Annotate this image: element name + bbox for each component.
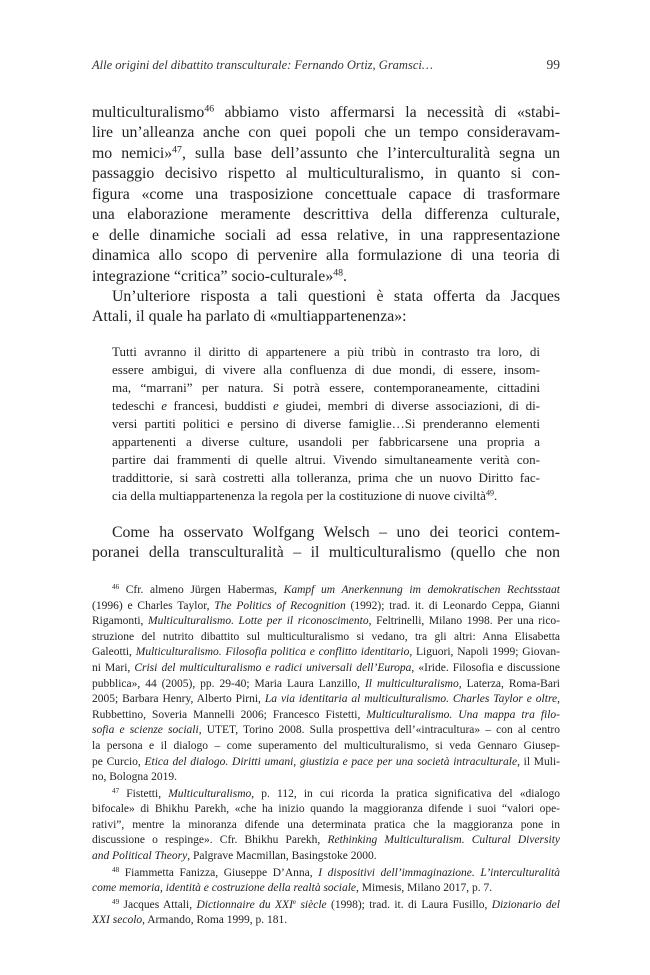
body-line: e delle dinamiche sociali ad essa relative, in una rappresentazione	[92, 227, 560, 244]
body-line: integrazione “critica” socio-culturale»$^{48}$.	[92, 267, 347, 285]
footnote-ref[interactable]: 48	[333, 267, 343, 279]
body-line: lire un’alleanza anche con quei popoli che un tempo consideravam-	[92, 124, 560, 141]
body-line: una elaborazione meramente descrittiva della differenza culturale,	[92, 206, 560, 223]
footnote-line: and Political Theory, Palgrave Macmillan, Basingstoke 2000.	[92, 850, 377, 862]
footnote-ref[interactable]: 46	[204, 103, 215, 115]
footnote-ref[interactable]: 49	[485, 488, 494, 498]
footnote-line: $^{49}$ Jacques Attali, Dictionnaire du XXIe siècle (1998); trad. it. di Laura Fusillo, Dizionario del	[112, 898, 560, 911]
quote-line: versi partiti politici e persino di diverse famiglie…Si prenderanno elementi	[112, 416, 540, 431]
body-line: poranei della transculturalità – il multiculturalismo (quello che non	[92, 544, 560, 561]
footnote-line: sofia e scienze sociali, UTET, Torino 2008. Sulla prospettiva dell’«intracultura» – con al centro	[92, 724, 561, 736]
body-line: Come ha osservato Wolfgang Welsch – uno dei teorici contem-	[112, 524, 560, 541]
page-number: 99	[546, 57, 560, 72]
footnote-line: rativi”, mentre la minoranza difende una determinata pratica che la maggioranza pone in	[92, 819, 560, 831]
quote-line: cia della multiappartenenza la regola per la costituzione di nuove civiltà$^{49}$.	[112, 488, 498, 503]
running-head: Alle origini del dibattito transculturale: Fernando Ortiz, Gramsci…	[92, 58, 433, 72]
footnote-line: Rubbettino, Soveria Mannelli 2006; Francesco Fistetti, Multiculturalismo. Una mappa tra filo-	[92, 709, 560, 721]
footnote-number: 46	[112, 583, 120, 592]
footnote-line: la persona e il dialogo – come superamento del multiculturalismo, si veda Gennaro Giusep-	[92, 740, 560, 752]
quote-line: tedeschi e francesi, buddisti e giudei, membri di diverse associazioni, di di-	[112, 398, 541, 413]
body-line: mo nemici»$^{47}$, sulla base dell’assunto che l’interculturalità segna un	[92, 144, 560, 162]
footnote-line: bifocale» di Bhikhu Parekh, «che ha inizio quando la maggioranza difende i suoi “valori ope-	[92, 803, 560, 815]
body-line: dinamica allo scopo di pervenire alla formulazione di una teoria di	[92, 247, 560, 264]
footnote-line: no, Bologna 2019.	[92, 771, 177, 783]
footnote-line: pubblica», 44 (2005), pp. 29-40; Maria Laura Lanzillo, Il multiculturalismo, Laterza, Roma-Bari	[92, 678, 560, 690]
footnote-number: 48	[112, 866, 120, 875]
footnote-line: come memoria, identità e costruzione della realtà sociale, Mimesis, Milano 2017, p. 7.	[92, 882, 493, 894]
footnote-line: 2005; Barbara Henry, Alberto Pirni, La via identitaria al multiculturalismo. Charles Taylor e oltre,	[92, 693, 560, 705]
body-line: Un’ulteriore risposta a tali questioni è stata offerta da Jacques	[112, 288, 560, 305]
footnote-line: $^{48}$ Fiammetta Fanizza, Giuseppe D’Anna, I dispositivi dell’immaginazione. L’interculturalità	[112, 866, 560, 879]
footnote-line: discussione o respinge». Cfr. Bhikhu Parekh, Rethinking Multiculturalism. Cultural Diversity	[92, 834, 560, 846]
body-line: figura «come una trasposizione concettuale capace di trasformare	[92, 186, 560, 203]
footnote-line: $^{47}$ Fistetti, Multiculturalismo, p. 112, in cui ricorda la pratica significativa del «dialogo	[112, 787, 560, 800]
footnote-line: ni Mari, Crisi del multiculturalismo e radici universali dell’Europa, «Iride. Filosofia e discussione	[92, 662, 560, 674]
footnote-line: pe Curcio, Etica del dialogo. Diritti umani, giustizia e pace per una società intraculturale, il Muli-	[92, 756, 560, 768]
body-line: Attali, il quale ha parlato di «multiappartenenza»:	[92, 308, 407, 325]
footnote-line: XXI secolo, Armando, Roma 1999, p. 181.	[92, 914, 288, 926]
footnote-line: $^{46}$ Cfr. almeno Jürgen Habermas, Kampf um Anerkennung im demokratischen Rechtsstaat	[112, 583, 560, 596]
quote-line: Tutti avranno il diritto di appartenere a più tribù in contrasto tra loro, di	[112, 344, 540, 359]
footnote-ref[interactable]: 47	[172, 144, 182, 156]
quote-line: appartenenti a diverse culture, usandoli per fabbricarsene una propria a	[112, 434, 540, 449]
quote-line: essere ambigui, di vivere alla confluenza di due mondi, di essere, insom-	[112, 362, 540, 377]
body-line: multiculturalismo$^{46}$ abbiamo visto affermarsi la necessità di «stabi-	[92, 103, 560, 121]
footnote-line: struzione del nutrito dibattito sul multiculturalismo si vedano, tra gli altri: Anna Elisabetta	[92, 631, 560, 643]
footnote-line: (1996) e Charles Taylor, The Politics of Recognition (1992); trad. it. di Leonardo Ceppa, Gianni	[92, 600, 560, 612]
body-line: passaggio decisivo rispetto al multiculturalismo, in quanto si con-	[92, 165, 560, 182]
quote-line: partire dai frammenti di quelle altrui. Vivendo simultaneamente verità con-	[112, 452, 540, 467]
footnote-number: 49	[112, 898, 120, 907]
footnote-line: Rigamonti, Multiculturalismo. Lotte per il riconoscimento, Feltrinelli, Milano 1998. Per una rico-	[92, 615, 561, 627]
quote-line: ma, “marrani” per natura. Si potrà essere, contemporaneamente, cittadini	[112, 380, 540, 395]
footnote-line: Galeotti, Multiculturalismo. Filosofia politica e conflitto identitario, Liguori, Napoli 1999; Giovan-	[92, 646, 560, 658]
footnote-number: 47	[112, 787, 120, 796]
quote-line: traddittorie, si sarà costretti alla tolleranza, prima che un nuovo Diritto fac-	[112, 470, 540, 485]
